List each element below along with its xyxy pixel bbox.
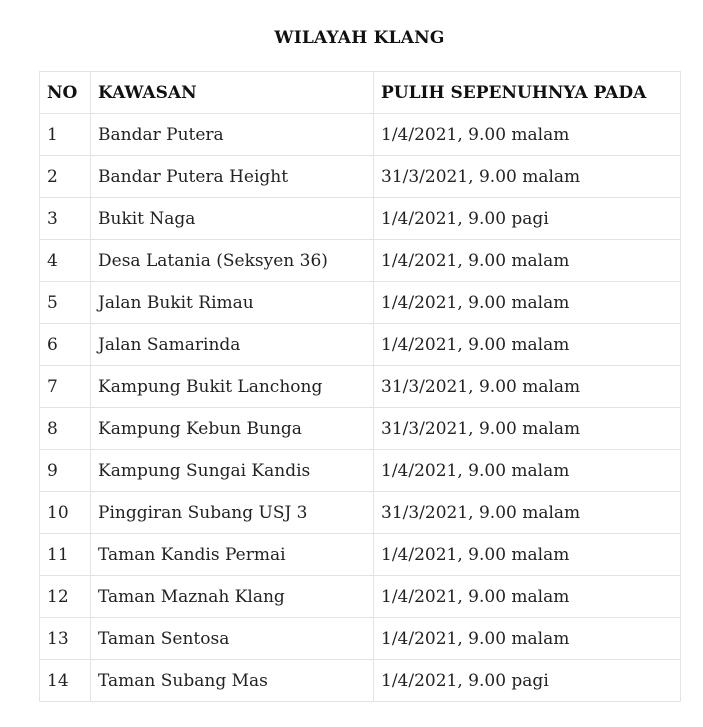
- area-name: Taman Subang Mas: [91, 660, 374, 702]
- area-name: Pinggiran Subang USJ 3: [91, 492, 374, 534]
- area-name: Kampung Kebun Bunga: [91, 408, 374, 450]
- restored-time: 31/3/2021, 9.00 malam: [374, 366, 681, 408]
- restored-time: 1/4/2021, 9.00 malam: [374, 618, 681, 660]
- area-name: Taman Sentosa: [91, 618, 374, 660]
- area-name: Kampung Sungai Kandis: [91, 450, 374, 492]
- column-header-restored: PULIH SEPENUHNYA PADA: [374, 72, 681, 114]
- restored-time: 1/4/2021, 9.00 malam: [374, 450, 681, 492]
- restored-time: 31/3/2021, 9.00 malam: [374, 156, 681, 198]
- table-row: [40, 408, 681, 450]
- row-number: 13: [40, 618, 91, 660]
- restored-time: 31/3/2021, 9.00 malam: [374, 408, 681, 450]
- table-row: [40, 660, 681, 702]
- area-name: Taman Maznah Klang: [91, 576, 374, 618]
- row-number: 11: [40, 534, 91, 576]
- row-number: 10: [40, 492, 91, 534]
- table-header-row: [40, 72, 681, 114]
- area-name: Taman Kandis Permai: [91, 534, 374, 576]
- table-row: [40, 618, 681, 660]
- table-row: [40, 534, 681, 576]
- row-number: 8: [40, 408, 91, 450]
- row-number: 12: [40, 576, 91, 618]
- row-number: 6: [40, 324, 91, 366]
- area-name: Jalan Samarinda: [91, 324, 374, 366]
- restored-time: 1/4/2021, 9.00 malam: [374, 324, 681, 366]
- column-header-area: KAWASAN: [91, 72, 374, 114]
- restored-time: 1/4/2021, 9.00 malam: [374, 534, 681, 576]
- area-name: Jalan Bukit Rimau: [91, 282, 374, 324]
- column-header-no: NO: [40, 72, 91, 114]
- area-name: Bandar Putera: [91, 114, 374, 156]
- area-name: Desa Latania (Seksyen 36): [91, 240, 374, 282]
- restored-time: 1/4/2021, 9.00 malam: [374, 240, 681, 282]
- restored-time: 1/4/2021, 9.00 malam: [374, 282, 681, 324]
- row-number: 7: [40, 366, 91, 408]
- table-row: [40, 576, 681, 618]
- table-row: [40, 366, 681, 408]
- restored-time: 1/4/2021, 9.00 pagi: [374, 660, 681, 702]
- row-number: 9: [40, 450, 91, 492]
- row-number: 1: [40, 114, 91, 156]
- restored-time: 1/4/2021, 9.00 malam: [374, 576, 681, 618]
- row-number: 5: [40, 282, 91, 324]
- row-number: 3: [40, 198, 91, 240]
- restored-time: 1/4/2021, 9.00 malam: [374, 114, 681, 156]
- table-row: [40, 282, 681, 324]
- area-name: Bandar Putera Height: [91, 156, 374, 198]
- restored-time: 31/3/2021, 9.00 malam: [374, 492, 681, 534]
- table-row: [40, 450, 681, 492]
- table-row: [40, 240, 681, 282]
- table-row: [40, 324, 681, 366]
- page-title: WILAYAH KLANG: [274, 28, 445, 48]
- table-row: [40, 156, 681, 198]
- table-row: [40, 114, 681, 156]
- table-row: [40, 198, 681, 240]
- row-number: 14: [40, 660, 91, 702]
- area-name: Bukit Naga: [91, 198, 374, 240]
- row-number: 4: [40, 240, 91, 282]
- data-table: [39, 71, 681, 702]
- restored-time: 1/4/2021, 9.00 pagi: [374, 198, 681, 240]
- table-row: [40, 492, 681, 534]
- area-name: Kampung Bukit Lanchong: [91, 366, 374, 408]
- row-number: 2: [40, 156, 91, 198]
